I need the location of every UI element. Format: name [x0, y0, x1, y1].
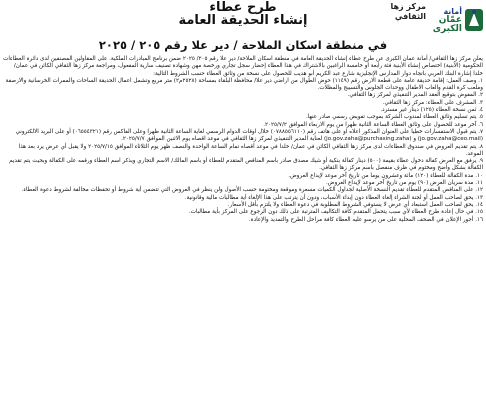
org-line: الثقافي: [394, 12, 426, 21]
conditions-list: [3, 78, 483, 224]
notice-type-heading: طرح عطاء: [209, 0, 277, 15]
logo-line: عمّان: [438, 14, 462, 25]
condition-item: ٩. يرفق مع العرض كفالة دخول عطاء بقيمة (٥٠٠) دينار كفالة بنكية أو شيك مصدق صادر باسم المناقص المتقدم للعطاء أو باسم المالك/ الاسم التجاري ويذكر اسم العطاء ورقمه على الكفالة وبحيث يتم تقديم الكفالة بشكل واضح ومختوم في ظرف منفصل باسم مركز زها الثقافي.: [9, 158, 483, 172]
logo-line: أمانة: [443, 6, 462, 16]
intro-paragraph: [3, 56, 483, 78]
condition-item: ١٤. يحق لصاحب العمل استبعاد أي عرض لا يستوفي الشروط المطلوبة في دعوة العطاء ولا يلتزم بأقل الأسعار.: [227, 201, 483, 208]
notice-body: [3, 56, 483, 224]
intro-text: يعلن مركز زها الثقافي/ أمانة عمان الكبرى عن طرح عطاء إنشاء الحديقة العامة في منطقة اسكان الملاحة/ دير علا رقم ٢٠٥/ ٢٠٢٥ ضمن برنامج المبادرات الملكية. على المقاولين المصنفين لدى دائرة العطاءات الحكومية (الأبنية) اختصاص إنشاء الأبنية فئة رابعة أو خامسة الراغبين بالاشتراك في هذا العطاء إحضار سجل تجاري ورخصة مهن وشهادة تصنيف سارية المفعول، ومراجعة مركز زها الثقافي الكائن في عمان/ خلدا إشارة البنك العربي باتجاه دوار المدارس الإنجليزية شارع عبد الكريم أبو هديب للحصول على نسخة من وثائق العطاء حسب الشروط التالية:: [3, 56, 483, 77]
condition-item: ٨. يتم تقديم العروض في صندوق العطاءات لدى مركز زها الثقافي الكائن في عمان/ خلدا في موعد أقصاه تمام الساعة الواحدة والنصف ظهر يوم الثلاثاء الموافق ٢٠٢٥/٧/١٥ ولا يقبل أي عرض يرد بعد هذا الموعد.: [18, 143, 483, 157]
condition-item: ٦. آخر موعد للحصول على وثائق العطاء الساعة الثانية ظهرا من يوم الاربعاء الموافق ٢٠٢٥/٧/٢.: [263, 121, 483, 128]
condition-item: ٢. المفوض بتوقيع العقد المدير التنفيذي لمركز زها الثقافي.: [347, 92, 483, 99]
org-line: مركز زها: [390, 2, 426, 11]
condition-item: ١١. مدة سريان العرض (٩٠) يوم من تاريخ آخر موعد لإيداع العروض.: [326, 180, 483, 187]
condition-item: ٤. ثمن نسخة العطاء (١٢٥) دينار غير مسترد.: [380, 107, 483, 114]
condition-item: ١٦. أجور الإعلان في الصحف المحلية على من يرسو عليه العطاء كافة مراحل الطرح والتمديد والإعادة.: [248, 216, 483, 223]
condition-item: ١٣. يحق لصاحب العمل أو لجنة الشراء إلغاء العطاء دون إبداء الأسباب، ودون أن يترتب على هذا الإلغاء أية مطالبات مالية وقانونية.: [184, 194, 483, 201]
logo-line: الكبرى: [432, 23, 462, 34]
notice-header: [0, 0, 486, 40]
project-title: إنشاء الحديقة العامة: [178, 13, 308, 28]
condition-item: ٣. المشرف على العطاء: مركز زها الثقافي.: [382, 99, 483, 106]
condition-item: ٥. يتم تسليم وثائق العطاء لمندوب الشركة بموجب تفويض رسمي صادر عنها.: [305, 114, 483, 121]
condition-item: ١٥. في حال إعادة طرح العطاء لأي سبب يتحمل المتقدم كافة التكاليف المترتبة على ذلك دون الرجوع على المركز بأية مطالبات.: [188, 209, 483, 216]
tender-subject: في منطقة اسكان الملاحة / دير علا رقم ٢٠٥ / ٢٠٢٥: [98, 38, 388, 52]
condition-item: ١٢. على المناقص المتقدم للعطاء تقديم النسخة الأصلية لجداول الكميات مسعرة وموقعة ومختومة حسب الأصول ولن ينظر في العروض التي تتضمن أية شروط أو تحفظات مخالفة لشروط دعوة العطاء.: [21, 187, 483, 194]
condition-item: ١. وصف العمل: إقامة حديقة عامة على قطعة الارض رقم (١١٤٩) حوض الطوال من اراضي دير علا/ محافظة البلقاء بمساحة (٢٥٢٨م٢) متر مربع وتشمل اعمال الحديقة الساحات والممرات الخرسانية والارصفة وملعب كرة القدم والعاب الاطفال ووحدات الجلوس والتسييج والمظلات.: [5, 77, 483, 92]
condition-item: ٧. يتم قبول الاستفسارات خطيا على العنوان المذكور اعلاه او على هاتف رقم (٠٧٨٨٥٥٦١١٠) خلال اوقات الدوام الرسمي لغاية الساعة الثانية ظهرا وعلى الفاكس رقم (٠٦٥٥٤٣٢١) أو على البريد الالكتروني (jo.gov.zaha@ceo.mail) و (jo.gov.zaha@purchasing.zaha) لعناية المدير التنفيذي لمركز زها الثقافي في موعد اقصاه يوم الاثنين الموافق ٢٠٢٥/٧/٧.: [15, 128, 483, 143]
condition-item: ١٠. مدة الكفالة للعطاء (١٢٠) مائة وعشرون يوما من تاريخ آخر موعد لإيداع العروض.: [288, 172, 483, 179]
